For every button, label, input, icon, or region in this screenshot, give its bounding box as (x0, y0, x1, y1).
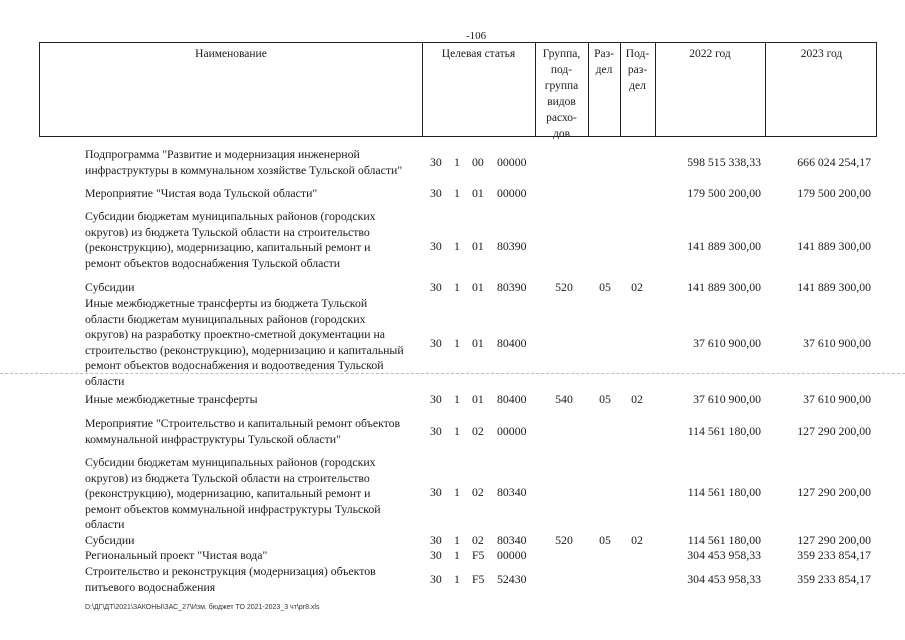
amount-2022: 37 610 900,00 (693, 392, 761, 406)
header-section: Раз- дел (594, 48, 614, 76)
target-program: 30 (430, 485, 442, 499)
amount-2023: 127 290 200,00 (797, 485, 871, 499)
row-name-line: инфраструктуры в коммунальном хозяйстве Тульской области" (85, 162, 403, 177)
row-name-line: (реконструкцию), модернизацию, капитальный ремонт и (85, 240, 371, 254)
row-name-line: Субсидии бюджетам муниципальных районов (городских (85, 209, 376, 223)
target-event: 01 (472, 280, 484, 294)
row-name-line: ремонт объектов водоснабжения Тульской области (85, 255, 341, 270)
table-header (39, 42, 877, 140)
target-program: 30 (430, 280, 442, 294)
amount-2022: 114 561 180,00 (687, 424, 761, 438)
expense-group: 540 (555, 392, 573, 406)
target-event: 01 (472, 392, 484, 406)
row-name-line: ремонт объектов коммунальной инфраструктуры Тульской (85, 501, 381, 516)
row-name-line: ремонт объектов водоснабжения и водоотведения Тульской (85, 358, 384, 372)
row-name-line: (реконструкцию), модернизацию, капитальный ремонт и (85, 486, 371, 500)
subsection: 02 (631, 280, 643, 294)
target-subprogram: 1 (454, 280, 460, 294)
target-program: 30 (430, 572, 442, 586)
amount-2023: 666 024 254,17 (797, 155, 871, 169)
amount-2022: 141 889 300,00 (687, 239, 761, 253)
target-event: 00 (472, 155, 484, 169)
expense-group: 520 (555, 280, 573, 294)
amount-2023: 141 889 300,00 (797, 239, 871, 253)
amount-2022: 304 453 958,33 (687, 572, 761, 586)
amount-2023: 179 500 200,00 (797, 186, 871, 200)
target-event: F5 (472, 548, 485, 562)
amount-2022: 114 561 180,00 (687, 533, 761, 547)
target-program: 30 (430, 186, 442, 200)
amount-2023: 359 233 854,17 (797, 572, 871, 586)
row-name (85, 455, 425, 533)
target-direction: 80400 (497, 392, 527, 406)
row-name-line: Субсидии (85, 533, 135, 547)
row-name (85, 280, 425, 296)
header-2023: 2023 год (800, 48, 843, 60)
row-name (85, 564, 425, 595)
row-name-line: Субсидии бюджетам муниципальных районов (городских (85, 455, 376, 469)
target-subprogram: 1 (454, 186, 460, 200)
header-group: Группа, под- группа видов расхо- дов (542, 48, 581, 140)
target-program: 30 (430, 424, 442, 438)
row-name (85, 147, 425, 178)
header-subsection: Под- раз- дел (625, 48, 650, 92)
row-name-line: Мероприятие "Строительство и капитальный ремонт объектов (85, 416, 401, 430)
target-program: 30 (430, 239, 442, 253)
row-name-line: строительство (реконструкцию), модернизацию и капитальный (85, 342, 404, 357)
header-name: Наименование (195, 48, 267, 60)
row-name-line: округов) из бюджета Тульской области на строительство (85, 470, 370, 485)
amount-2023: 127 290 200,00 (797, 533, 871, 547)
target-event: 01 (472, 239, 484, 253)
amount-2022: 114 561 180,00 (687, 485, 761, 499)
target-program: 30 (430, 155, 442, 169)
row-name-line: Субсидии (85, 280, 135, 294)
target-direction: 00000 (497, 548, 527, 562)
row-name-line: питьевого водоснабжения (85, 579, 216, 594)
header-2022: 2022 год (689, 48, 731, 60)
target-direction: 00000 (497, 186, 527, 200)
amount-2023: 359 233 854,17 (797, 548, 871, 562)
amount-2023: 141 889 300,00 (797, 280, 871, 294)
target-subprogram: 1 (454, 239, 460, 253)
row-name-line: Строительство и реконструкция (модернизация) объектов (85, 564, 376, 578)
target-event: 02 (472, 533, 484, 547)
section: 05 (599, 533, 611, 547)
target-direction: 80340 (497, 533, 527, 547)
target-subprogram: 1 (454, 392, 460, 406)
row-name-line: коммунальной инфраструктуры Тульской области" (85, 431, 341, 446)
target-direction: 80390 (497, 280, 527, 294)
target-event: 01 (472, 186, 484, 200)
row-name (85, 533, 425, 549)
target-event: 02 (472, 424, 484, 438)
amount-2022: 179 500 200,00 (687, 186, 761, 200)
target-direction: 80340 (497, 485, 527, 499)
target-event: 02 (472, 485, 484, 499)
amount-2023: 127 290 200,00 (797, 424, 871, 438)
target-direction: 80400 (497, 336, 527, 350)
subsection: 02 (631, 392, 643, 406)
row-name-line: округов) на разработку проектно-сметной документации на (85, 327, 386, 341)
target-event: F5 (472, 572, 485, 586)
target-subprogram: 1 (454, 485, 460, 499)
row-name (85, 296, 425, 389)
target-subprogram: 1 (454, 572, 460, 586)
row-name (85, 209, 425, 271)
expense-group: 520 (555, 533, 573, 547)
target-direction: 52430 (497, 572, 527, 586)
target-subprogram: 1 (454, 336, 460, 350)
subsection: 02 (631, 533, 643, 547)
amount-2023: 37 610 900,00 (803, 336, 871, 350)
amount-2022: 598 515 338,33 (687, 155, 761, 169)
row-name (85, 416, 425, 447)
amount-2022: 304 453 958,33 (687, 548, 761, 562)
target-program: 30 (430, 533, 442, 547)
target-subprogram: 1 (454, 424, 460, 438)
page-number: -106 (466, 30, 487, 42)
row-name (85, 186, 425, 202)
row-name-line: Иные межбюджетные трансферты из бюджета Тульской (85, 296, 368, 310)
target-program: 30 (430, 392, 442, 406)
header-target: Целевая статья (441, 48, 516, 60)
row-name-line: Мероприятие "Чистая вода Тульской области" (85, 186, 318, 200)
section: 05 (599, 392, 611, 406)
row-name-line: области бюджетам муниципальных районов (городских (85, 311, 366, 326)
target-direction: 80390 (497, 239, 527, 253)
section: 05 (599, 280, 611, 294)
amount-2023: 37 610 900,00 (803, 392, 871, 406)
target-direction: 00000 (497, 155, 527, 169)
row-name-line: Иные межбюджетные трансферты (85, 392, 258, 406)
row-name-line: Подпрограмма "Развитие и модернизация инженерной (85, 147, 360, 161)
row-name-line: округов) из бюджета Тульской области на строительство (85, 224, 370, 239)
target-program: 30 (430, 548, 442, 562)
amount-2022: 141 889 300,00 (687, 280, 761, 294)
row-name-line: области (85, 517, 125, 531)
target-program: 30 (430, 336, 442, 350)
target-event: 01 (472, 336, 484, 350)
target-subprogram: 1 (454, 548, 460, 562)
row-name (85, 548, 425, 564)
row-name (85, 392, 425, 408)
target-direction: 00000 (497, 424, 527, 438)
row-name-line: Региональный проект "Чистая вода" (85, 548, 268, 562)
target-subprogram: 1 (454, 533, 460, 547)
amount-2022: 37 610 900,00 (693, 336, 761, 350)
target-subprogram: 1 (454, 155, 460, 169)
file-path-footer: D:\ДГ\ДТ\2021\ЗАКОНЫ\ЗАС_27\Изм. бюджет ТО 2021-2023_3 чт\pr8.xls (85, 604, 320, 611)
row-name-line: области (85, 373, 125, 388)
